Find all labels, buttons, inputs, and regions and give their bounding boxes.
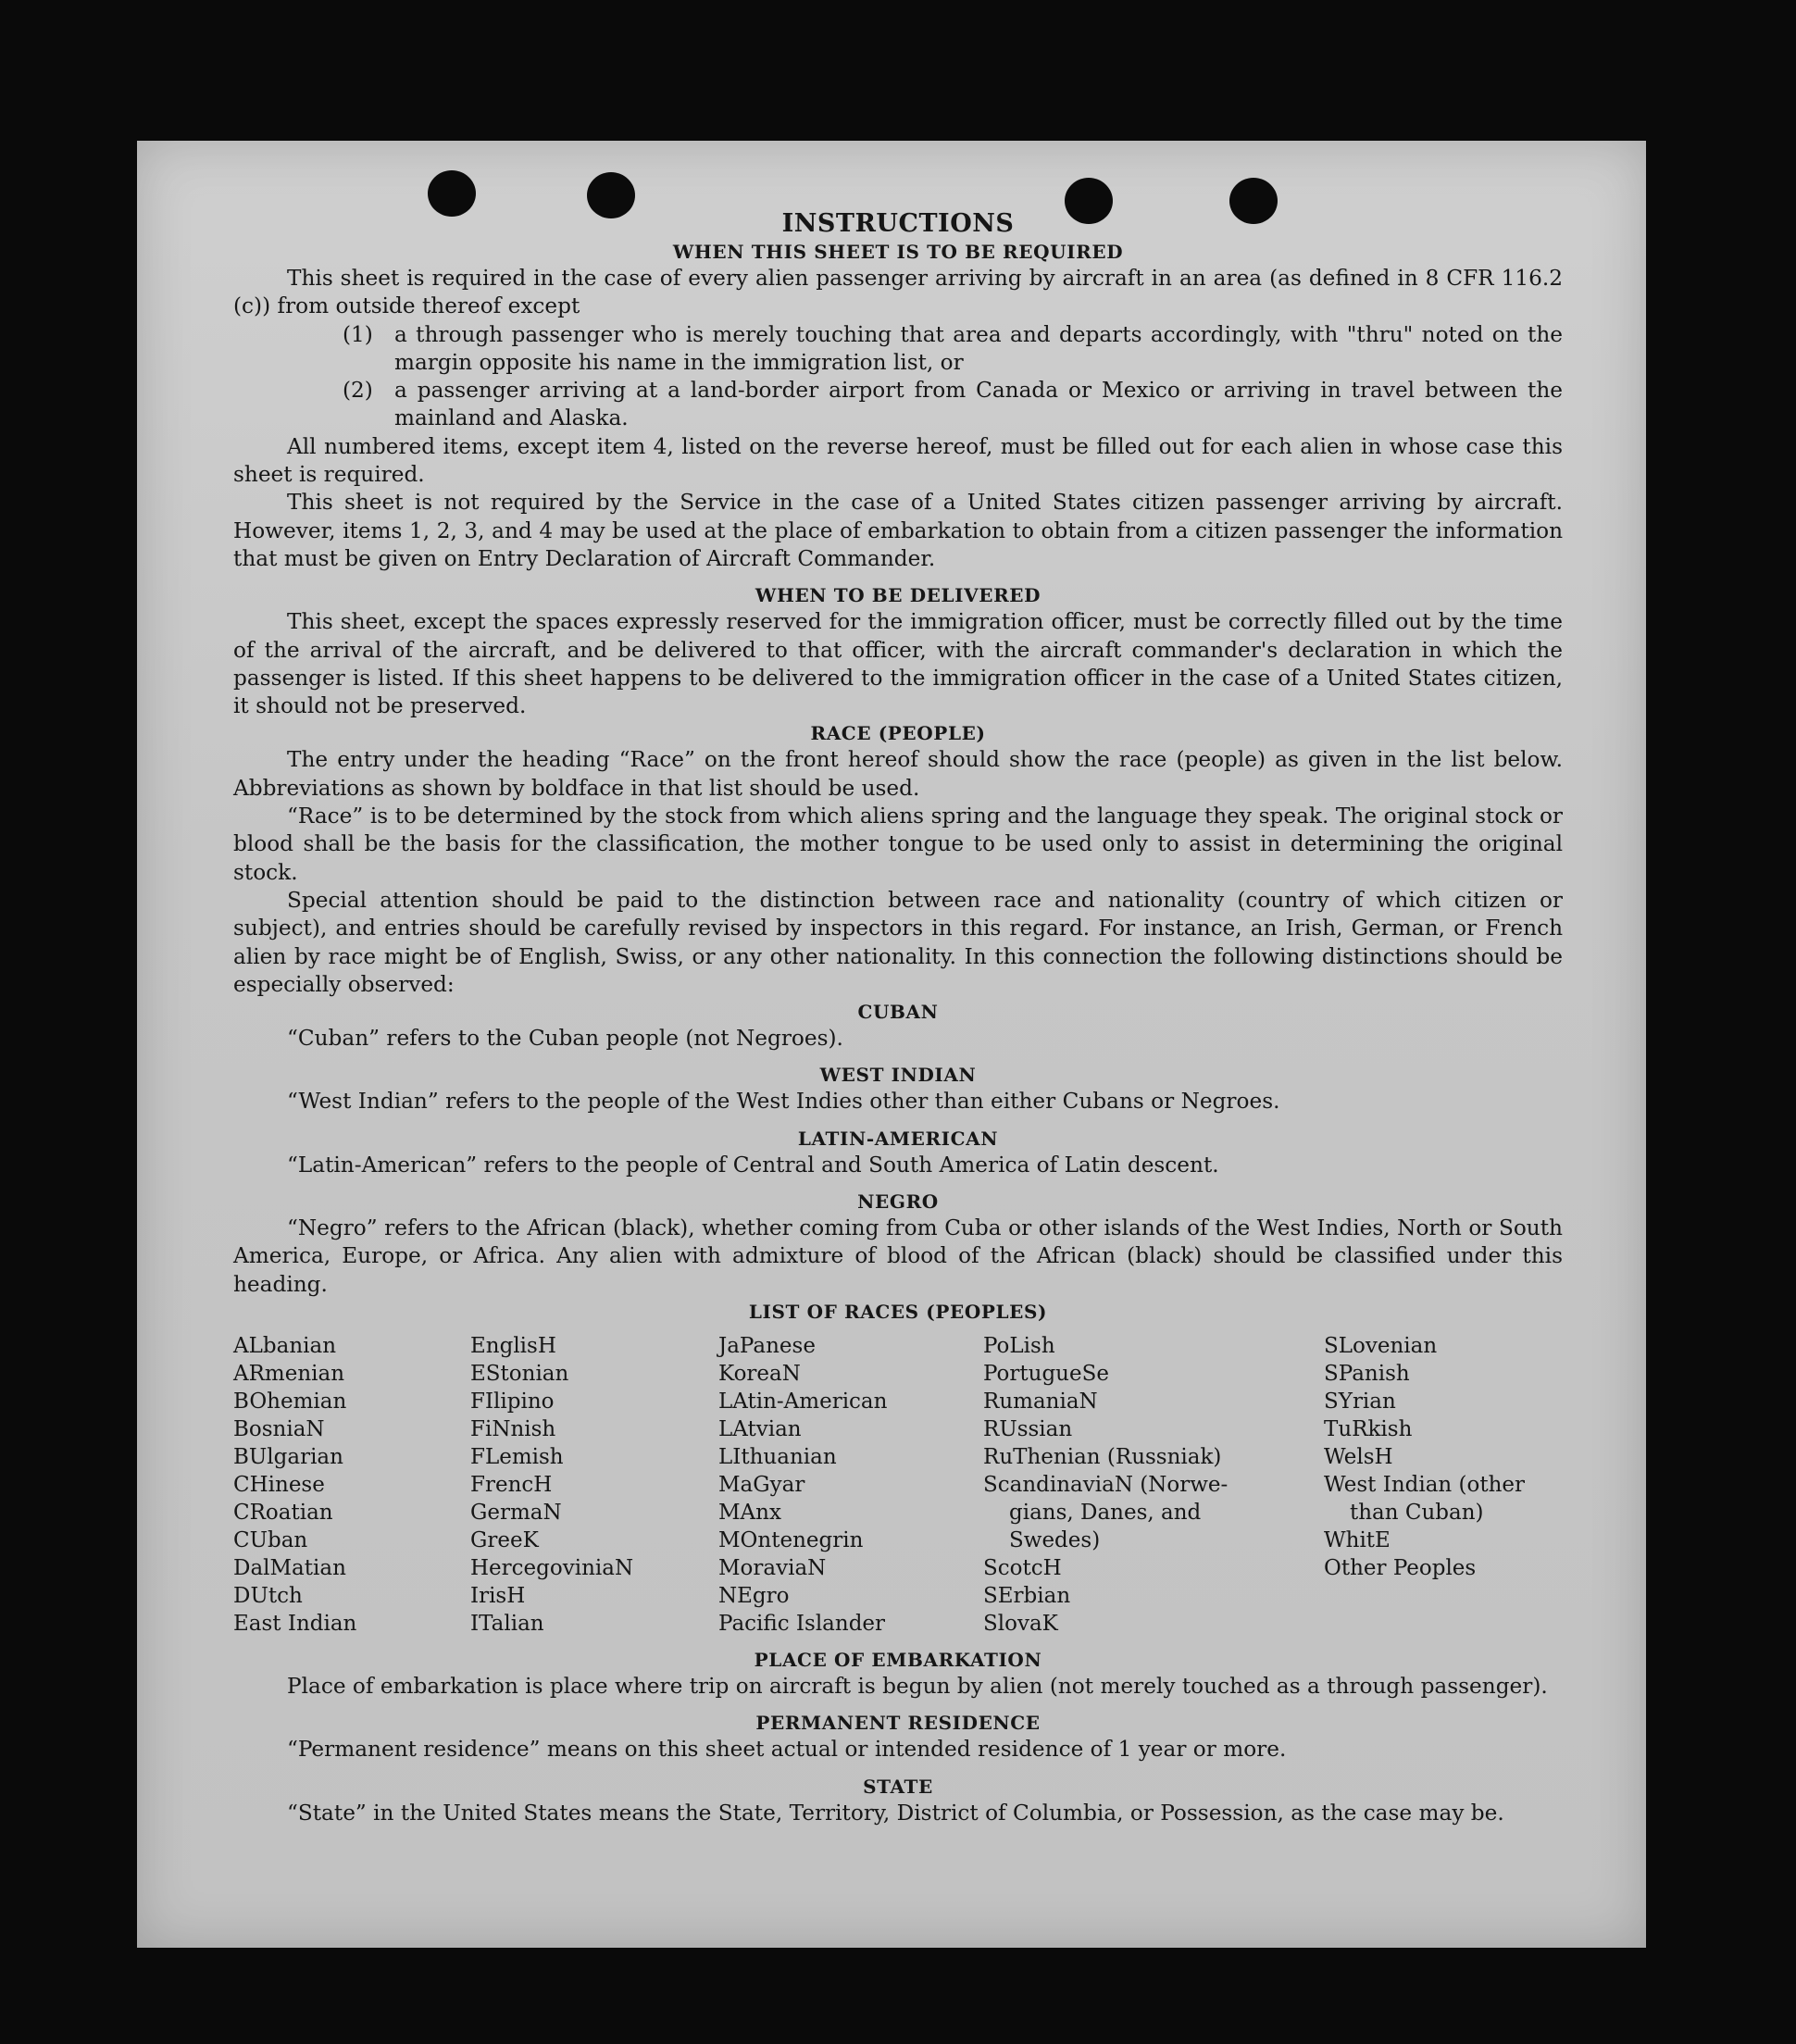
race-entry: MaGyar xyxy=(718,1472,805,1497)
race-entry: PoLish xyxy=(983,1333,1055,1358)
race-entry: JaPanese xyxy=(718,1333,816,1358)
race-entry: gians, Danes, and xyxy=(1009,1500,1202,1525)
race-entry: EnglisH xyxy=(470,1333,556,1358)
race-entry: HercegoviniaN xyxy=(470,1555,634,1580)
heading-race: RACE (PEOPLE) xyxy=(810,722,986,745)
heading-cuban: CUBAN xyxy=(857,1001,939,1024)
paragraph: “Cuban” refers to the Cuban people (not Negroes). xyxy=(287,1026,843,1052)
instructions-body xyxy=(233,209,1563,1827)
race-entry: than Cuban) xyxy=(1350,1500,1484,1525)
race-entry: FIlipino xyxy=(470,1389,555,1414)
race-entry: CUban xyxy=(233,1527,308,1552)
race-entry: SLovenian xyxy=(1324,1333,1438,1358)
race-entry: DalMatian xyxy=(233,1555,346,1580)
paragraph: “Permanent residence” means on this sheet actual or intended residence of 1 year or more. xyxy=(287,1737,1287,1763)
paragraph: “Race” is to be determined by the stock from which aliens spring and the language they speak. The original stock or blood shall be the basis for the classification, the mother tongue to be used only to assist in determining the original stock. xyxy=(233,804,1563,885)
race-column xyxy=(470,1332,718,1638)
race-entry: West Indian (other xyxy=(1324,1472,1526,1497)
race-entry: ScandinaviaN (Norwe- xyxy=(983,1472,1229,1497)
document-sheet xyxy=(137,141,1646,1948)
race-entry: RuThenian (Russniak) xyxy=(983,1444,1222,1469)
item-number: (1) xyxy=(343,321,373,347)
race-entry: CRoatian xyxy=(233,1500,333,1525)
heading-latin-american: LATIN-AMERICAN xyxy=(797,1127,999,1150)
race-entry: PortugueSe xyxy=(983,1361,1109,1386)
race-entry: WhitE xyxy=(1324,1527,1391,1552)
race-entry: FiNnish xyxy=(470,1416,556,1441)
race-entry: Swedes) xyxy=(1009,1527,1101,1552)
paragraph: Place of embarkation is place where trip on aircraft is begun by alien (not merely touched as a through passenger). xyxy=(287,1673,1548,1699)
race-entry: ALbanian xyxy=(233,1333,337,1358)
race-entry: BOhemian xyxy=(233,1389,347,1414)
paragraph: The entry under the heading “Race” on the front hereof should show the race (people) as given in the list below. Abbreviations as shown by boldface in that list should be used. xyxy=(233,747,1563,801)
race-entry: FrencH xyxy=(470,1472,553,1497)
heading-permanent-residence: PERMANENT RESIDENCE xyxy=(755,1712,1041,1735)
item-text: a through passenger who is merely touching that area and departs accordingly, with "thru" noted on the margin opposite his name in the immigration list, or xyxy=(394,321,1563,375)
race-column xyxy=(718,1332,983,1638)
page-title: INSTRUCTIONS xyxy=(781,209,1015,238)
item-text: a passenger arriving at a land-border airport from Canada or Mexico or arriving in travel between the mainland and Alaska. xyxy=(394,378,1563,431)
list-item xyxy=(343,377,1563,433)
item-number: (2) xyxy=(343,378,373,404)
race-entry: KoreaN xyxy=(718,1361,801,1386)
race-column xyxy=(983,1332,1324,1638)
race-entry: LAtvian xyxy=(718,1416,802,1441)
paragraph: This sheet, except the spaces expressly reserved for the immigration officer, must be correctly filled out by the time of the arrival of the aircraft, and be delivered to that officer, with the aircraft commander's declaration in which the passenger is listed. If this sheet happens to be delivered to the immigration officer in the case of a United States citizen, it should not be preserved. xyxy=(233,609,1563,719)
paragraph: Special attention should be paid to the distinction between race and nationality (country of which citizen or subject), and entries should be carefully revised by inspectors in this regard. For instance, an Irish, German, or French alien by race might be of English, Swiss, or any other nationality. In this connection the following distinctions should be especially observed: xyxy=(233,887,1563,997)
race-entry: RumaniaN xyxy=(983,1389,1098,1414)
race-entry: SErbian xyxy=(983,1583,1071,1608)
race-entry: LIthuanian xyxy=(718,1444,837,1469)
race-entry: EStonian xyxy=(470,1361,569,1386)
heading-west-indian: WEST INDIAN xyxy=(819,1064,977,1087)
heading-list-of-races: LIST OF RACES (PEOPLES) xyxy=(748,1300,1048,1323)
race-entry: FLemish xyxy=(470,1444,564,1469)
heading-when-delivered: WHEN TO BE DELIVERED xyxy=(755,584,1041,607)
race-entry: TuRkish xyxy=(1324,1416,1413,1441)
race-entry: SlovaK xyxy=(983,1611,1058,1636)
heading-when-required: WHEN THIS SHEET IS TO BE REQUIRED xyxy=(672,241,1124,263)
race-entry: ITalian xyxy=(470,1611,544,1636)
heading-place-of-embarkation: PLACE OF EMBARKATION xyxy=(754,1648,1042,1671)
race-entry: ScotcH xyxy=(983,1555,1062,1580)
race-entry: SPanish xyxy=(1324,1361,1410,1386)
paragraph: This sheet is required in the case of every alien passenger arriving by aircraft in an area (as defined in 8 CFR 116.2 (c)) from outside thereof except xyxy=(233,266,1563,319)
race-entry: IrisH xyxy=(470,1583,526,1608)
paragraph: All numbered items, except item 4, listed on the reverse hereof, must be filled out for each alien in whose case this sheet is required. xyxy=(233,433,1563,488)
paragraph: “West Indian” refers to the people of the West Indies other than either Cubans or Negroes. xyxy=(287,1089,1280,1115)
race-entry: GreeK xyxy=(470,1527,539,1552)
race-entry: NEgro xyxy=(718,1583,790,1608)
paragraph: This sheet is not required by the Service in the case of a United States citizen passenger arriving by aircraft. However, items 1, 2, 3, and 4 may be used at the place of embarkation to obtain from a citizen passenger the information that must be given on Entry Declaration of Aircraft Commander. xyxy=(233,490,1563,571)
race-entry: MAnx xyxy=(718,1500,781,1525)
race-entry: DUtch xyxy=(233,1583,303,1608)
race-column xyxy=(233,1332,470,1638)
race-entry: ARmenian xyxy=(233,1361,345,1386)
paragraph: “Negro” refers to the African (black), whether coming from Cuba or other islands of the West Indies, North or South America, Europe, or Africa. Any alien with admixture of blood of the African (black) should be classified under this heading. xyxy=(233,1215,1563,1297)
race-entry: East Indian xyxy=(233,1611,357,1636)
heading-negro: NEGRO xyxy=(857,1190,939,1214)
race-entry: CHinese xyxy=(233,1472,325,1497)
race-entry: BosniaN xyxy=(233,1416,325,1441)
race-list xyxy=(233,1332,1563,1638)
race-entry: MoraviaN xyxy=(718,1555,827,1580)
race-entry: RUssian xyxy=(983,1416,1073,1441)
race-entry: LAtin-American xyxy=(718,1389,888,1414)
list-item xyxy=(343,321,1563,378)
race-entry: MOntenegrin xyxy=(718,1527,864,1552)
race-column xyxy=(1324,1332,1563,1638)
race-entry: WelsH xyxy=(1324,1444,1393,1469)
race-entry: SYrian xyxy=(1324,1389,1396,1414)
race-entry: Other Peoples xyxy=(1324,1555,1477,1580)
paragraph: “State” in the United States means the State, Territory, District of Columbia, or Possession, as the case may be. xyxy=(287,1800,1504,1826)
race-entry: Pacific Islander xyxy=(718,1611,886,1636)
race-entry: BUlgarian xyxy=(233,1444,343,1469)
race-entry: GermaN xyxy=(470,1500,562,1525)
paragraph: “Latin-American” refers to the people of Central and South America of Latin descent. xyxy=(287,1152,1219,1178)
heading-state: STATE xyxy=(863,1775,933,1798)
